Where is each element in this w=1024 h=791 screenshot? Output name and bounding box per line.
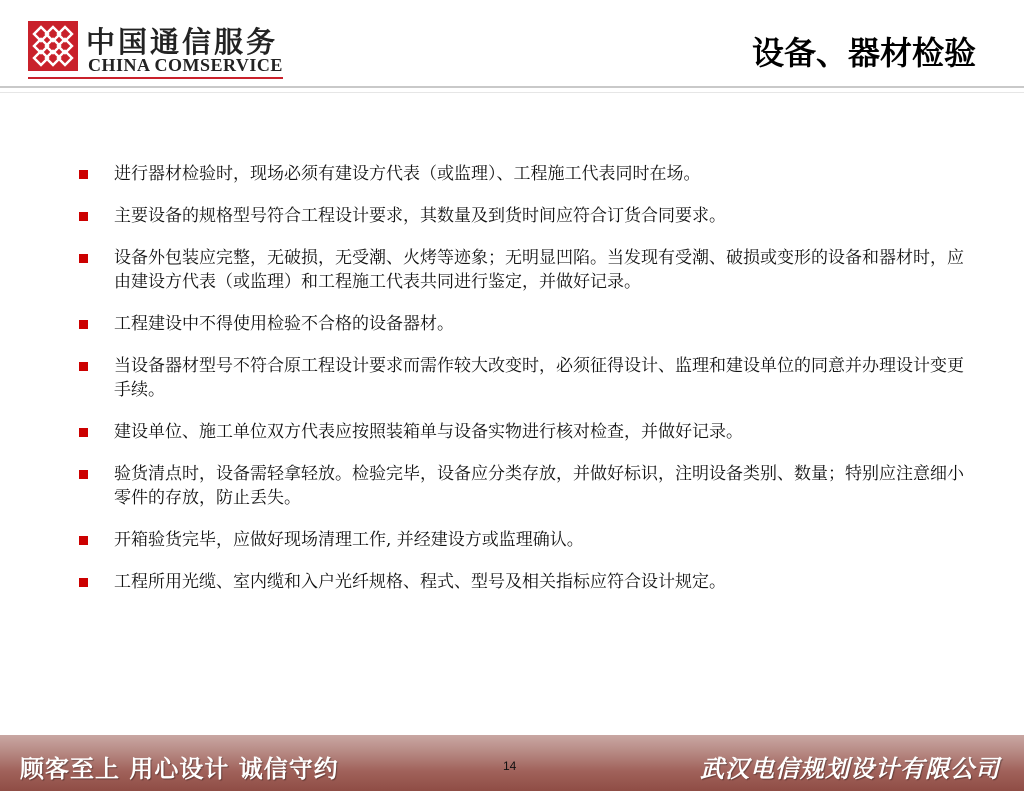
list-item-text: 开箱验货完毕，应做好现场清理工作, 并经建设方或监理确认。 (114, 530, 584, 550)
list-item (76, 204, 966, 228)
bullet-square-icon (79, 212, 88, 221)
list-item-text: 设备外包装应完整，无破损，无受潮、火烤等迹象；无明显凹陷。当发现有受潮、破损或变形的设备和器材时，应由建设方代表（或监理）和工程施工代表共同进行鉴定，并做好记录。 (114, 248, 964, 292)
page-number: 14 (503, 759, 517, 773)
slide-header (0, 0, 1024, 96)
list-item (76, 312, 966, 336)
logo-underline (28, 77, 283, 79)
list-item (76, 420, 966, 444)
footer-slogan: 顾客至上 用心设计 诚信守约 (20, 755, 339, 783)
bullet-square-icon (79, 320, 88, 329)
bullet-square-icon (79, 470, 88, 479)
page-title: 设备、器材检验 (751, 34, 976, 72)
list-item-text: 验货清点时，设备需轻拿轻放。检验完毕，设备应分类存放，并做好标识，注明设备类别、数量；特别应注意细小零件的存放，防止丢失。 (114, 464, 964, 508)
list-item (76, 246, 966, 294)
footer-company-name: 武汉电信规划设计有限公司 (700, 755, 1000, 783)
bullet-square-icon (79, 362, 88, 371)
list-item-text: 当设备器材型号不符合原工程设计要求而需作较大改变时，必须征得设计、监理和建设单位的同意并办理设计变更手续。 (114, 356, 964, 400)
list-item-text: 工程建设中不得使用检验不合格的设备器材。 (114, 314, 454, 334)
logo-chinese-name: 中国通信服务 (86, 25, 279, 59)
list-item-text: 建设单位、施工单位双方代表应按照装箱单与设备实物进行核对检查，并做好记录。 (114, 422, 743, 442)
list-item-text: 主要设备的规格型号符合工程设计要求，其数量及到货时间应符合订货合同要求。 (114, 206, 726, 226)
list-item (76, 570, 966, 594)
bullet-square-icon (79, 428, 88, 437)
logo-english-name: CHINA COMSERVICE (88, 55, 283, 75)
list-item-text: 进行器材检验时，现场必须有建设方代表（或监理）、工程施工代表同时在场。 (114, 164, 701, 184)
bullet-square-icon (79, 536, 88, 545)
list-item (76, 354, 966, 402)
bullet-square-icon (79, 170, 88, 179)
list-item (76, 462, 966, 510)
slide-footer (0, 735, 1024, 791)
bullet-square-icon (79, 254, 88, 263)
list-item (76, 528, 966, 552)
header-divider (0, 86, 1024, 88)
header-divider-light (0, 92, 1024, 93)
bullet-square-icon (79, 578, 88, 587)
bullet-list (76, 162, 966, 612)
china-comservice-logo-icon (28, 21, 78, 71)
list-item-text: 工程所用光缆、室内缆和入户光纤规格、程式、型号及相关指标应符合设计规定。 (114, 572, 726, 592)
list-item (76, 162, 966, 186)
